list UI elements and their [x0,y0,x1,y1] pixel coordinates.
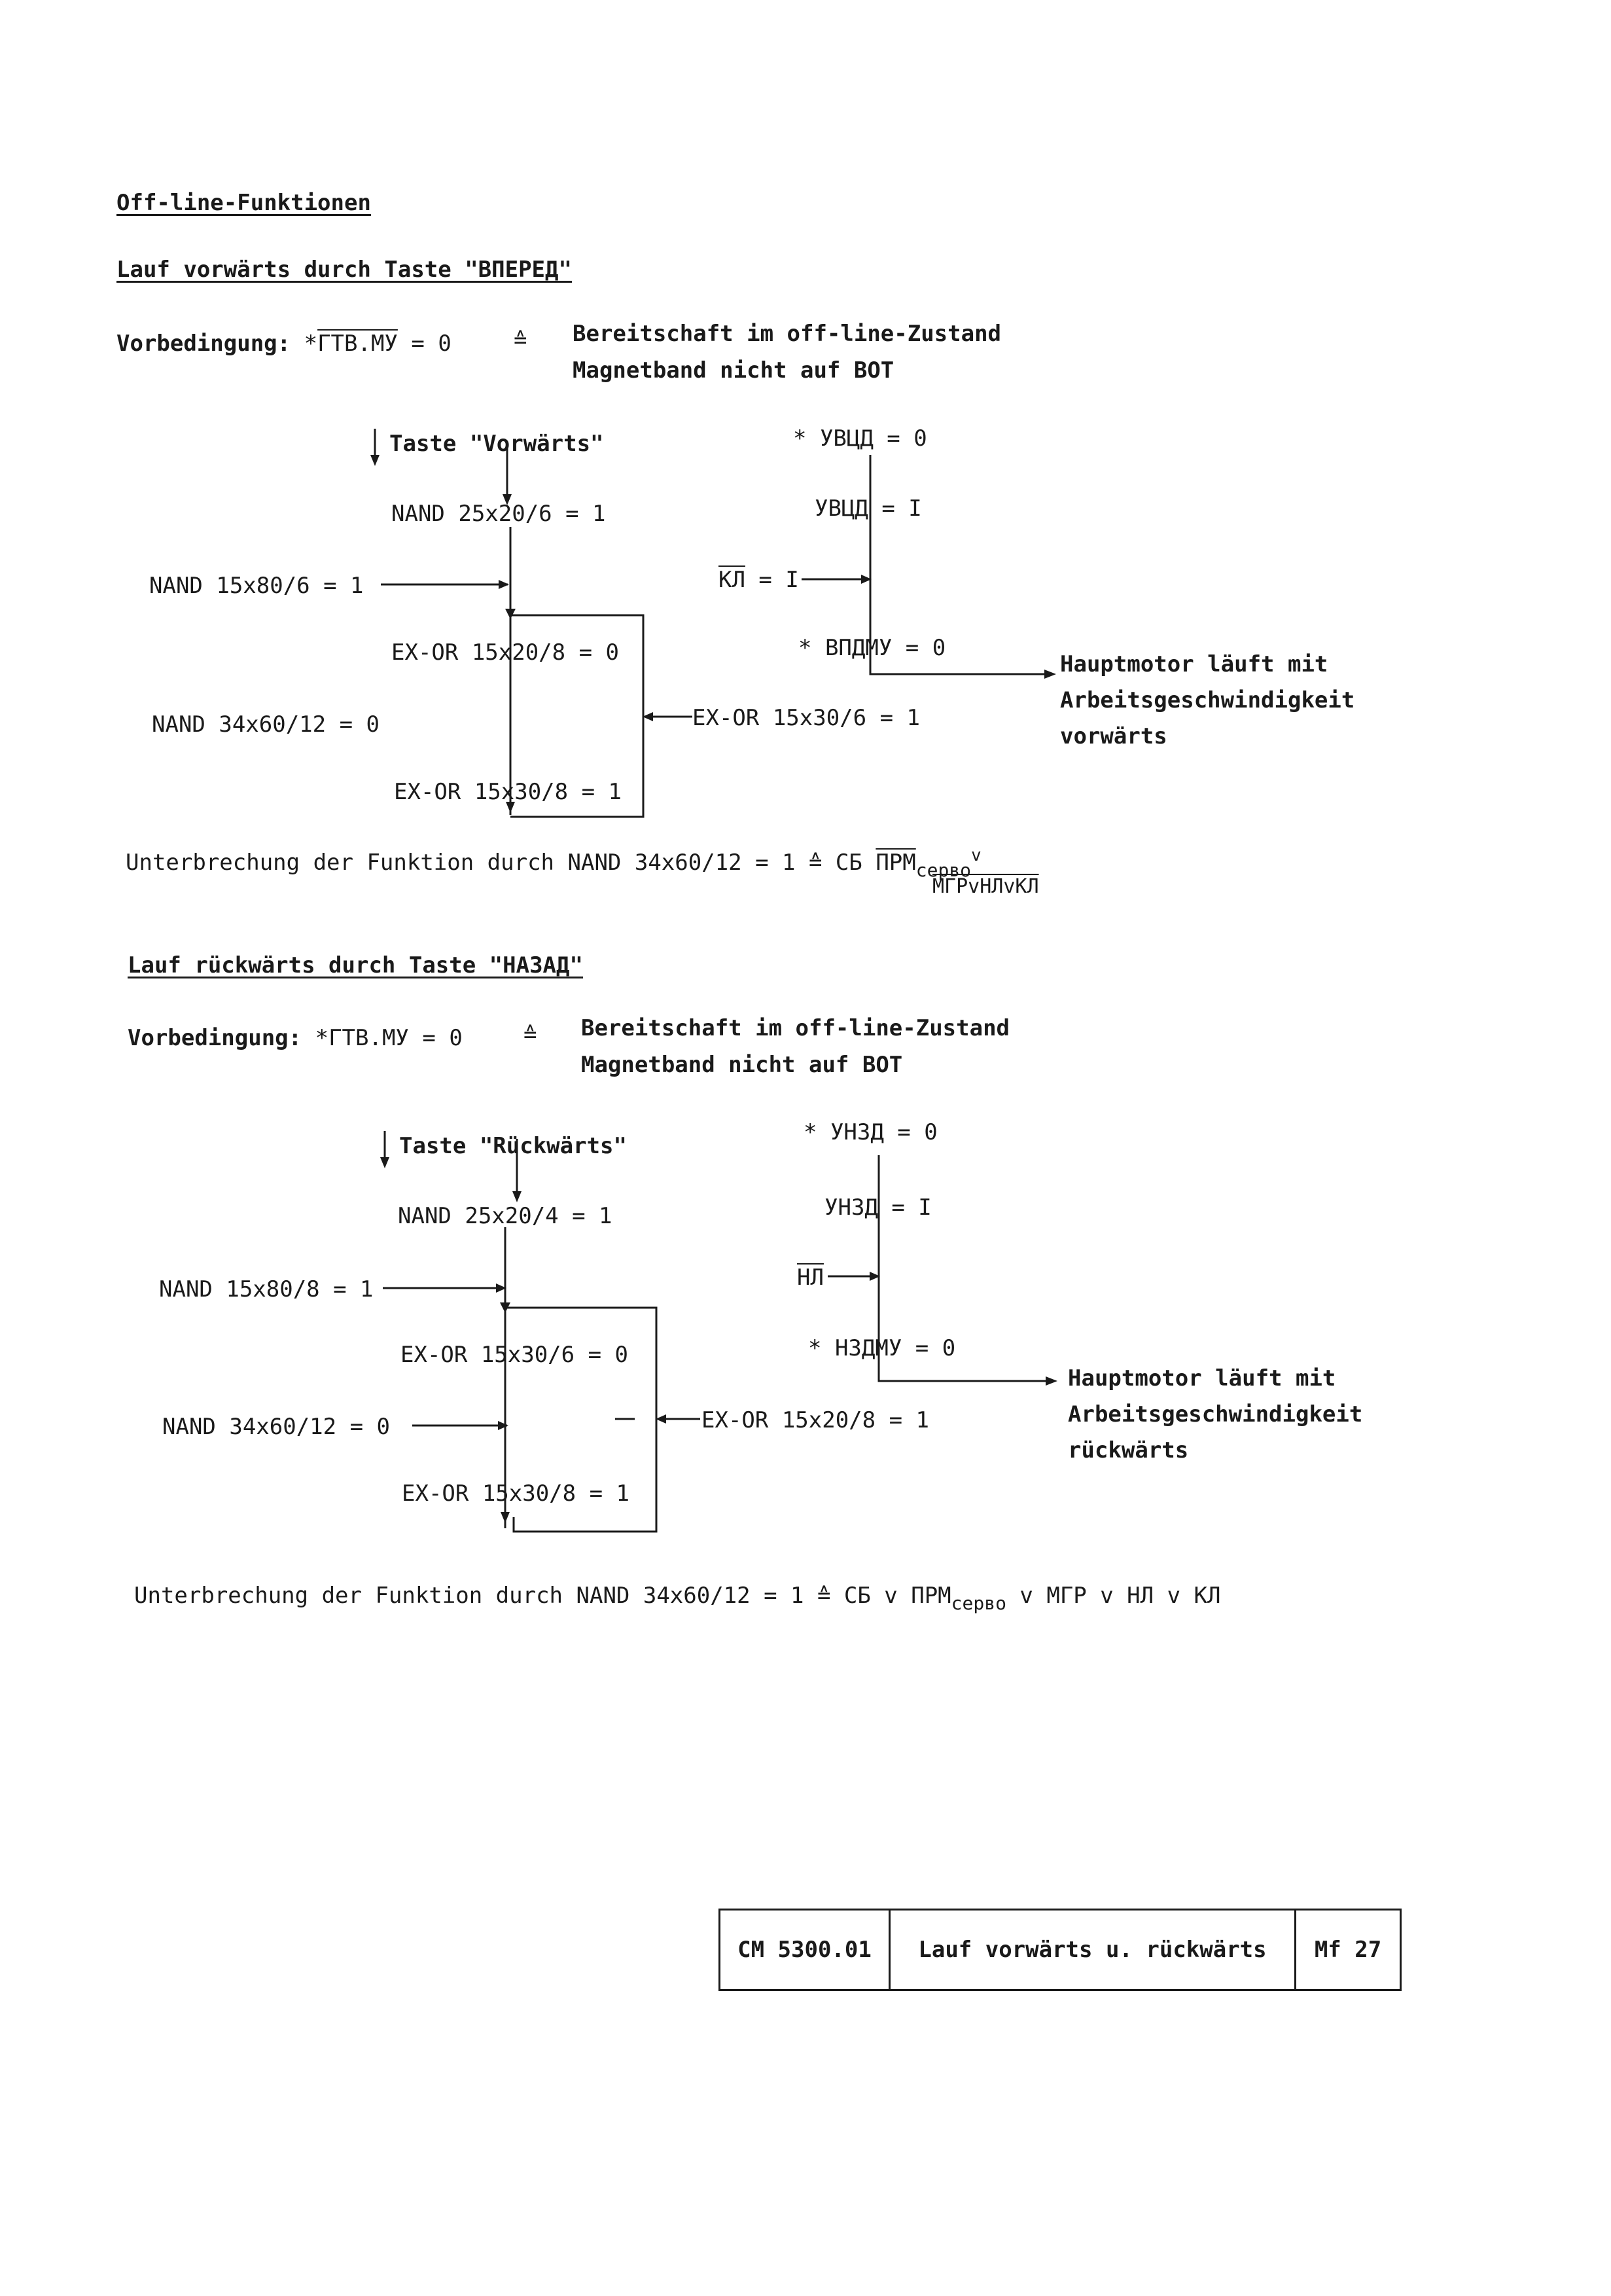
section1-nand2: NAND 15x80/6 = 1 [149,573,364,599]
section1-nand3: NAND 34x60/12 = 0 [152,711,380,738]
equiv-symbol: ≙ [514,327,527,353]
page-number: Mf 27 [1314,1937,1382,1963]
section1-title: Lauf vorwärts durch Taste "ВПЕРЕД" [116,257,572,283]
section2-result-1: Hauptmotor läuft mit [1068,1365,1336,1391]
section2-precondition-desc-2: Magnetband nicht auf BOT [581,1052,903,1078]
doc-title: Lauf vorwärts u. rückwärts [891,1910,1296,1989]
section2-exor-right: EX-OR 15x20/8 = 1 [701,1407,929,1433]
section1-precondition-desc-2: Magnetband nicht auf BOT [573,357,894,384]
section1-key-label: Taste "Vorwärts" [389,431,604,457]
section2-interrupt-servo: серво [951,1592,1006,1614]
section2-key-label: Taste "Rückwärts" [399,1133,627,1159]
section1-exor-right: EX-OR 15x30/6 = 1 [692,705,920,731]
section1-sig3 [718,567,799,593]
section2-nand3: NAND 34x60/12 = 0 [162,1414,390,1440]
section1-precondition-desc-1: Bereitschaft im off-line-Zustand [573,321,1002,347]
section1-interrupt-text: Unterbrechung der Funktion durch NAND 34x60/12 = 1 ≙ СБ [126,850,862,876]
section2-title: Lauf rückwärts durch Taste "НАЗАД" [128,952,583,978]
section1-interrupt [126,846,982,881]
section1-sig3-value: = I [745,567,799,593]
section2-exor2: EX-OR 15x30/8 = 1 [402,1480,629,1507]
section2-sig2: УНЗД = I [824,1194,932,1221]
doc-number: CM 5300.01 [720,1910,891,1989]
section1-precondition [116,331,451,357]
section1-nand1: NAND 25x20/6 = 1 [391,501,606,527]
section1-exor2: EX-OR 15x30/8 = 1 [394,779,622,805]
section2-nand1: NAND 25x20/4 = 1 [398,1203,612,1229]
section1-interrupt-prm: ПРМ [876,850,916,876]
section2-interrupt-tail: v МГР v НЛ v КЛ [1006,1583,1221,1609]
precondition-value: = 0 [422,1025,463,1051]
section2-sig1: * УНЗД = 0 [804,1119,938,1145]
precondition-signal: ГТВ.МУ [328,1025,409,1051]
section2-sig3: НЛ [797,1265,824,1291]
section2-result-2: Arbeitsgeschwindigkeit [1068,1401,1363,1427]
section1-interrupt-servo: серво [915,859,972,881]
section2-nand2: NAND 15x80/8 = 1 [159,1276,374,1302]
section1-sig4: * ВПДМУ = 0 [798,635,946,661]
precondition-prefix: * [315,1025,329,1051]
precondition-signal: ГТВ.МУ [317,331,398,357]
equiv-symbol: ≙ [523,1022,537,1048]
section1-interrupt-line2: МГРvНЛvКЛ [932,875,1039,898]
section1-sig3-name: КЛ [718,567,745,593]
section2-precondition [128,1025,463,1051]
section2-interrupt [134,1583,1221,1614]
section1-result-2: Arbeitsgeschwindigkeit [1060,687,1355,713]
section2-sig4: * НЗДМУ = 0 [808,1335,956,1361]
section2-exor1: EX-OR 15x30/6 = 0 [400,1342,628,1368]
footer-title-block [718,1909,1402,1991]
section1-exor1: EX-OR 15x20/8 = 0 [391,639,619,666]
page-heading: Off-line-Funktionen [116,190,371,216]
section1-sig2: УВЦД = I [815,495,922,522]
section2-result-3: rückwärts [1068,1437,1189,1463]
precondition-label: Vorbedingung: [116,331,291,357]
section2-interrupt-text: Unterbrechung der Funktion durch NAND 34x60/12 = 1 ≙ СБ v ПРМ [134,1583,951,1609]
section1-interrupt-or: v [971,846,982,865]
section2-precondition-desc-1: Bereitschaft im off-line-Zustand [581,1015,1010,1041]
precondition-prefix: * [304,331,318,357]
precondition-value: = 0 [411,331,451,357]
precondition-label: Vorbedingung: [128,1025,302,1051]
section1-result-1: Hauptmotor läuft mit [1060,651,1328,677]
section1-sig1: * УВЦД = 0 [793,425,927,452]
section1-result-3: vorwärts [1060,723,1167,749]
